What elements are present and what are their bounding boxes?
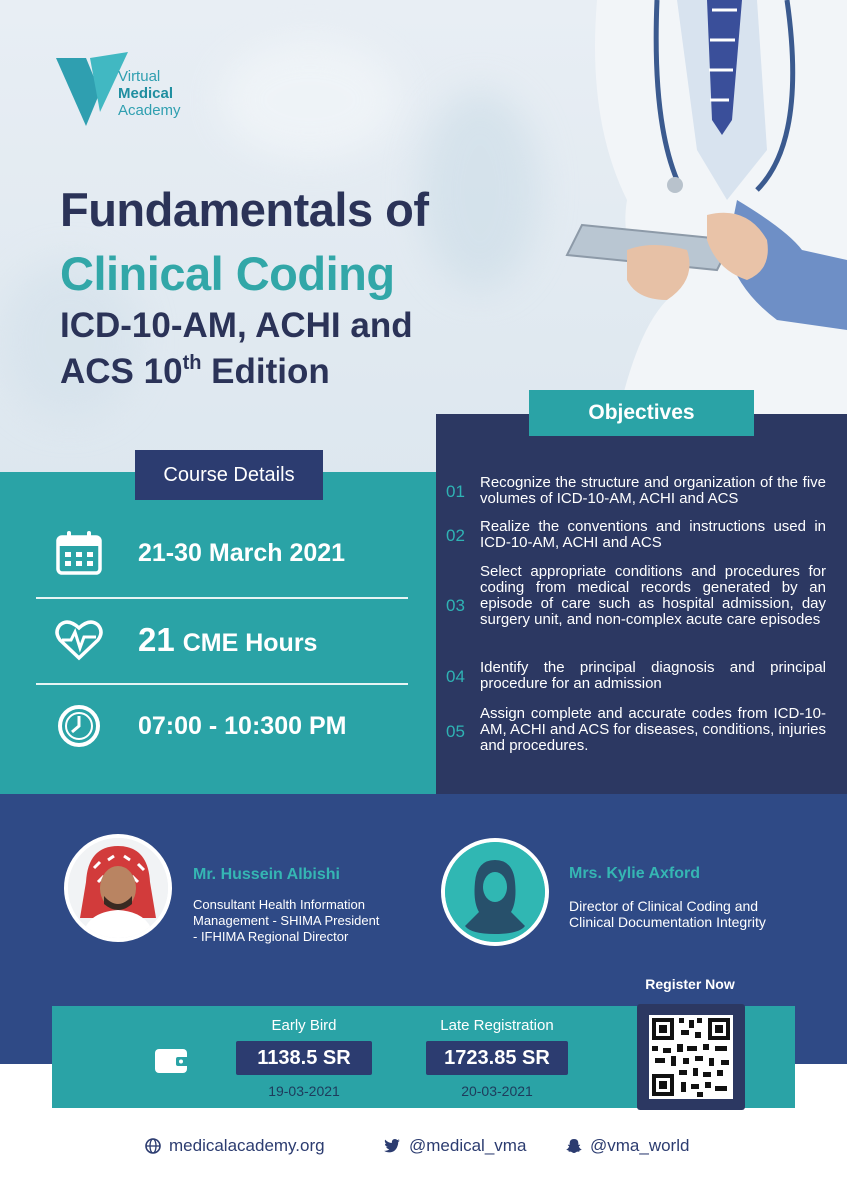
website-text: medicalacademy.org [169, 1136, 325, 1155]
speaker-role-line1: Consultant Health Information [193, 897, 365, 912]
late-registration-date: 20-03-2021 [461, 1083, 533, 1099]
objective-text: Assign complete and accurate codes from ICD-10-AM, ACHI and ACS for diseases, conditions, injuries and procedures. [480, 705, 826, 754]
course-date: 21-30 March 2021 [138, 538, 346, 567]
brand-line1: Virtual [118, 68, 161, 85]
speaker-name: Mr. Hussein Albishi [193, 866, 340, 883]
brand-line2: Medical [118, 85, 174, 102]
twitter-handle: @medical_vma [409, 1136, 527, 1155]
objective-number: 05 [446, 722, 465, 741]
cme-hours-row [0, 600, 436, 680]
late-registration-price: 1723.85 SR [426, 1041, 568, 1075]
calendar-icon [50, 524, 108, 582]
clock-icon [50, 697, 108, 755]
course-date-row [0, 513, 436, 593]
wallet-icon [154, 1045, 190, 1080]
late-registration-label: Late Registration [440, 1017, 554, 1034]
title-line4-suffix: Edition [201, 352, 330, 391]
speaker-role-line2: Clinical Documentation Integrity [569, 914, 766, 930]
brand-logo [56, 52, 196, 132]
footer-website[interactable] [145, 1136, 325, 1156]
globe-icon [145, 1138, 161, 1154]
speaker-placeholder-avatar [441, 838, 549, 946]
objective-item [446, 660, 826, 694]
title-line1: Fundamentals of [60, 183, 429, 236]
cme-number: 21 [138, 621, 175, 658]
objective-item [446, 519, 826, 553]
objective-item [446, 706, 826, 758]
doctor-illustration [557, 0, 847, 420]
footer-twitter[interactable] [383, 1136, 526, 1156]
objective-item [446, 475, 826, 509]
early-bird-label: Early Bird [271, 1017, 337, 1034]
course-time-row [0, 686, 436, 766]
brand-line3: Academy [118, 102, 181, 119]
cme-label: CME Hours [182, 629, 318, 657]
objective-text: Realize the conventions and instructions used in ICD-10-AM, ACHI and ACS [480, 518, 826, 551]
speaker-photo-avatar [64, 834, 172, 942]
objective-text: Select appropriate conditions and procedures for coding from medical records generated by an episode of care such as hospital admission, day surgery unit, and non-complex acute care episodes [480, 563, 826, 628]
speaker-role-line2: Management - SHIMA President [193, 913, 380, 928]
speaker-role-line1: Director of Clinical Coding and [569, 898, 759, 914]
speaker-role-line3: - IFHIMA Regional Director [193, 929, 349, 944]
objectives-heading: Objectives [529, 390, 754, 436]
title-line4-prefix: ACS 10 [60, 352, 183, 391]
snapchat-handle: @vma_world [590, 1136, 690, 1155]
footer-snapchat[interactable] [566, 1136, 689, 1156]
cme-hours [138, 621, 317, 659]
objective-number: 01 [446, 482, 465, 501]
snapchat-icon [566, 1138, 582, 1154]
twitter-icon [383, 1138, 401, 1154]
title-line4 [60, 352, 330, 392]
objective-item [446, 564, 826, 648]
register-qr-code[interactable] [637, 1004, 745, 1110]
course-details-heading: Course Details [135, 450, 323, 500]
early-bird-date: 19-03-2021 [268, 1083, 340, 1099]
divider [36, 597, 408, 599]
objective-text: Recognize the structure and organization of the five volumes of ICD-10-AM, ACHI and ACS [480, 474, 826, 507]
title-line2: Clinical Coding [60, 247, 395, 300]
course-time: 07:00 - 10:300 PM [138, 711, 347, 740]
objective-number: 02 [446, 526, 465, 545]
objective-text: Identify the principal diagnosis and principal procedure for an admission [480, 659, 826, 692]
objective-number: 03 [446, 596, 465, 615]
heartbeat-hand-icon [50, 611, 108, 669]
divider [36, 683, 408, 685]
title-line3: ICD-10-AM, ACHI and [60, 306, 413, 345]
speaker-name: Mrs. Kylie Axford [569, 865, 700, 882]
early-bird-price: 1138.5 SR [236, 1041, 372, 1075]
register-now-label: Register Now [645, 976, 735, 992]
objective-number: 04 [446, 667, 465, 686]
title-line4-sup: th [182, 352, 202, 374]
